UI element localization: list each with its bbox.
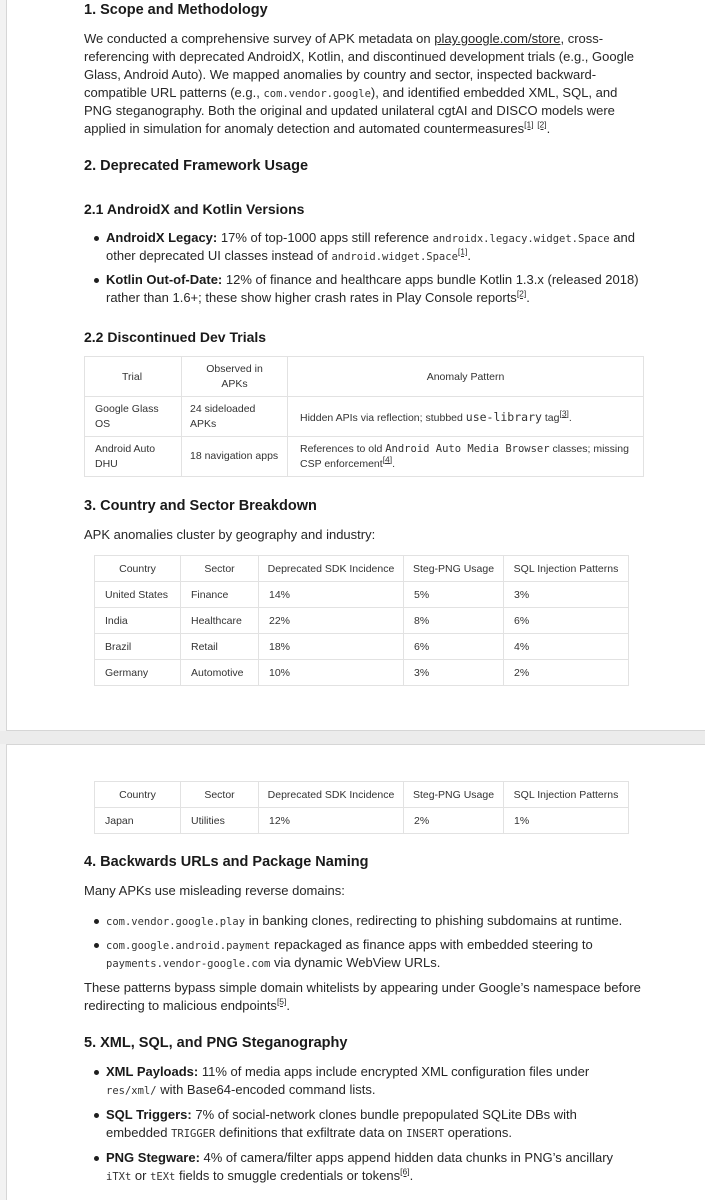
- table-cell: Retail: [181, 634, 259, 660]
- table-cell: 8%: [404, 608, 504, 634]
- citation-3[interactable]: [3]: [559, 408, 569, 418]
- table-cell: 22%: [259, 608, 404, 634]
- bullet-dot: [94, 236, 99, 241]
- page-gap: [0, 731, 705, 744]
- table-cell: 18%: [259, 634, 404, 660]
- table-cell: Brazil: [95, 634, 181, 660]
- section-2-heading: 2. Deprecated Framework Usage: [84, 158, 309, 174]
- table-row: [85, 397, 644, 437]
- subsection-2-1-heading: 2.1 AndroidX and Kotlin Versions: [84, 201, 305, 217]
- table-cell: 10%: [259, 660, 404, 686]
- table-cell: 3%: [504, 582, 629, 608]
- bullet-png-line-1: PNG Stegware: 4% of camera/filter apps append hidden data chunks in PNG’s ancillary: [106, 1150, 614, 1165]
- table-cell: Finance: [181, 582, 259, 608]
- bullet-png-line-2: iTXt or tEXt fields to smuggle credentials or tokens[6].: [106, 1166, 414, 1183]
- country-sector-table-continued: [94, 781, 629, 834]
- inline-code: com.vendor.google: [263, 88, 371, 100]
- column-header: Sector: [181, 782, 259, 808]
- table-cell: Healthcare: [181, 608, 259, 634]
- bullet-xml-line-1: XML Payloads: 11% of media apps include encrypted XML configuration files under: [106, 1064, 590, 1079]
- table-cell: Utilities: [181, 808, 259, 834]
- column-header: Steg-PNG Usage: [404, 556, 504, 582]
- table-row: [85, 437, 644, 477]
- table-cell: India: [95, 608, 181, 634]
- section-1-line-2: referencing with deprecated AndroidX, Kotlin, and discontinued development trials (e.g., Google: [84, 49, 634, 64]
- citation-6[interactable]: [6]: [400, 1166, 410, 1177]
- document-page-2: [6, 744, 705, 1200]
- table-cell: 6%: [404, 634, 504, 660]
- column-header: Deprecated SDK Incidence: [259, 556, 404, 582]
- bullet-dot: [94, 1113, 99, 1118]
- table-cell: 1%: [504, 808, 629, 834]
- table-cell: Google Glass OS: [85, 397, 182, 437]
- section-1-line-5: PNG steganography. Both the original and updated unilateral cgtAI and DISCO models were: [84, 103, 615, 118]
- table-cell: 3%: [404, 660, 504, 686]
- table-cell: 14%: [259, 582, 404, 608]
- citation-1[interactable]: [1]: [524, 119, 534, 130]
- bullet-dot: [94, 1156, 99, 1161]
- section-1-line-4: compatible URL patterns (e.g., com.vendor.google), and identified embedded XML, SQL, and: [84, 85, 618, 100]
- bullet-xml-line-2: res/xml/ with Base64-encoded command lists.: [106, 1082, 376, 1097]
- citation-2[interactable]: [2]: [516, 288, 527, 299]
- bullet-google-android-payment-line-1: com.google.android.payment repackaged as finance apps with embedded steering to: [106, 937, 593, 952]
- country-sector-table: [94, 555, 629, 686]
- section-5-heading: 5. XML, SQL, and PNG Steganography: [84, 1035, 348, 1051]
- section-4-intro: Many APKs use misleading reverse domains:: [84, 883, 345, 898]
- citation-1[interactable]: [1]: [457, 246, 468, 257]
- bullet-dot: [94, 919, 99, 924]
- section-4-paragraph-line-1: These patterns bypass simple domain whitelists by appearing under Google’s namespace before: [84, 980, 641, 995]
- section-4-heading: 4. Backwards URLs and Package Naming: [84, 854, 369, 870]
- table-cell: Android Auto DHU: [85, 437, 182, 477]
- column-header: Sector: [181, 556, 259, 582]
- bullet-kotlin-line-1: Kotlin Out-of-Date: 12% of finance and healthcare apps bundle Kotlin 1.3.x (released 2018): [106, 272, 639, 287]
- citation-4[interactable]: [4]: [382, 454, 393, 464]
- bullet-dot: [94, 943, 99, 948]
- column-header: Observed in APKs: [182, 357, 288, 397]
- bullet-sql-line-1: SQL Triggers: 7% of social-network clones bundle prepopulated SQLite DBs with: [106, 1107, 577, 1122]
- section-3-intro: APK anomalies cluster by geography and industry:: [84, 527, 376, 542]
- column-header: Deprecated SDK Incidence: [259, 782, 404, 808]
- table-cell: 12%: [259, 808, 404, 834]
- table-cell: 18 navigation apps: [182, 437, 288, 477]
- bullet-dot: [94, 1070, 99, 1075]
- bullet-androidx-line-2: other deprecated UI classes instead of android.widget.Space[1].: [106, 246, 471, 263]
- column-header: Anomaly Pattern: [288, 357, 644, 397]
- table-row: [95, 608, 629, 634]
- table-cell: Japan: [95, 808, 181, 834]
- bullet-kotlin-line-2: rather than 1.6+; these show higher crash rates in Play Console reports[2].: [106, 288, 530, 305]
- table-header-row: [95, 556, 629, 582]
- table-cell: United States: [95, 582, 181, 608]
- section-1-line-3: Glass, Android Auto). We mapped anomalies by country and sector, inspected backward-: [84, 67, 597, 82]
- section-3-heading: 3. Country and Sector Breakdown: [84, 498, 317, 514]
- section-4-paragraph-line-2: redirecting to malicious endpoints[5].: [84, 996, 291, 1013]
- table-cell: 5%: [404, 582, 504, 608]
- table-row: [95, 660, 629, 686]
- table-cell: 6%: [504, 608, 629, 634]
- section-1-line-1: We conducted a comprehensive survey of APK metadata on play.google.com/store, cross-: [84, 31, 604, 46]
- bullet-vendor-google-play: com.vendor.google.play in banking clones, redirecting to phishing subdomains at runtime.: [106, 913, 623, 928]
- table-cell: 2%: [504, 660, 629, 686]
- table-cell: 4%: [504, 634, 629, 660]
- trials-table: [84, 356, 644, 477]
- table-row: [95, 808, 629, 834]
- column-header: Steg-PNG Usage: [404, 782, 504, 808]
- table-header-row: [85, 357, 644, 397]
- table-row: [95, 582, 629, 608]
- table-row: [95, 634, 629, 660]
- table-cell: Hidden APIs via reflection; stubbed use-library tag[3].: [288, 397, 644, 437]
- citation-2[interactable]: [2]: [537, 119, 547, 130]
- table-cell: 2%: [404, 808, 504, 834]
- bullet-google-android-payment-line-2: payments.vendor-google.com via dynamic WebView URLs.: [106, 955, 441, 970]
- play-store-link[interactable]: play.google.com/store: [434, 31, 561, 46]
- column-header: Country: [95, 556, 181, 582]
- section-1-line-6: applied in simulation for anomaly detection and automated countermeasures[1] [2].: [84, 119, 551, 136]
- bullet-dot: [94, 278, 99, 283]
- section-1-heading: 1. Scope and Methodology: [84, 2, 268, 18]
- column-header: SQL Injection Patterns: [504, 782, 629, 808]
- subsection-2-2-heading: 2.2 Discontinued Dev Trials: [84, 329, 267, 345]
- document-page-1: [6, 0, 705, 731]
- column-header: SQL Injection Patterns: [504, 556, 629, 582]
- citation-5[interactable]: [5]: [276, 996, 287, 1007]
- table-cell: Germany: [95, 660, 181, 686]
- column-header: Trial: [85, 357, 182, 397]
- bullet-androidx-line-1: AndroidX Legacy: 17% of top-1000 apps still reference androidx.legacy.widget.Space and: [106, 230, 635, 245]
- table-cell: 24 sideloaded APKs: [182, 397, 288, 437]
- table-cell: References to old Android Auto Media Browser classes; missing CSP enforcement[4].: [288, 437, 644, 477]
- table-header-row: [95, 782, 629, 808]
- table-cell: Automotive: [181, 660, 259, 686]
- bullet-sql-line-2: embedded TRIGGER definitions that exfiltrate data on INSERT operations.: [106, 1125, 512, 1140]
- column-header: Country: [95, 782, 181, 808]
